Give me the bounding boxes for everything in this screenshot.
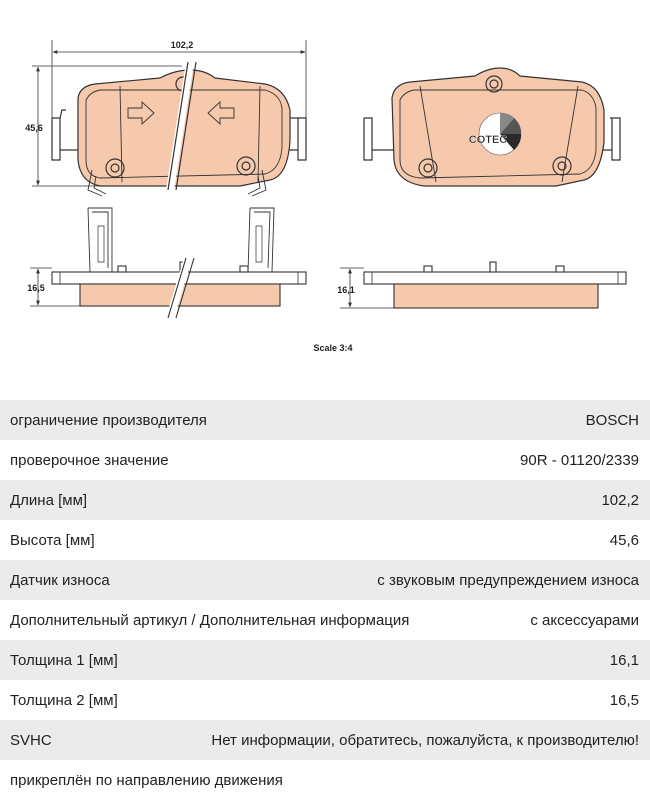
spec-row [0,600,650,640]
spec-row [0,720,650,760]
spec-row [0,680,650,720]
spec-value: 16,5 [609,691,639,709]
spec-value: с звуковым предупреждением износа [377,571,639,589]
clip-left [88,208,112,272]
dimension-thickness-left-label: 16,5 [27,283,45,293]
spec-value: 90R - 01120/2339 [520,451,639,469]
spec-value: 102,2 [601,491,639,509]
spec-row [0,560,650,600]
logo-text: COTEC [468,134,508,146]
spec-label: прикреплён по направлению движения [10,771,283,789]
spec-label: Высота [мм] [10,531,95,549]
spec-row [0,480,650,520]
spec-row [0,440,650,480]
spec-value: 45,6 [609,531,639,549]
specifications-table [0,400,650,800]
dimension-height-label: 45,6 [25,123,43,133]
scale-label: Scale 3:4 [313,343,353,353]
spec-label: Толщина 1 [мм] [10,651,118,669]
spec-value: BOSCH [585,411,639,429]
pad-side-view-right [364,262,626,308]
spec-label: Толщина 2 [мм] [10,691,118,709]
pad-side-view-left [52,208,306,318]
pad-front-view-left [52,62,306,196]
spec-label: проверочное значение [10,451,169,469]
spec-label: Длина [мм] [10,491,88,509]
spec-label: SVHC [10,731,52,749]
spec-row [0,520,650,560]
spec-row [0,400,650,440]
spec-value: Нет информации, обратитесь, пожалуйста, к производителю! [211,731,639,749]
spec-label: ограничение производителя [10,411,207,429]
spec-row [0,760,650,800]
spec-row [0,640,650,680]
spec-label: Дополнительный артикул / Дополнительная информация [10,611,410,629]
spec-label: Датчик износа [10,571,110,589]
spec-value: с аксессуарами [530,611,639,629]
dimension-thickness-right-label: 16,1 [337,285,355,295]
clip-right [248,208,274,272]
spec-value: 16,1 [609,651,639,669]
friction-layer-right [394,284,598,308]
dimension-length-label: 102,2 [170,40,194,50]
brake-pad-technical-drawing [0,0,650,370]
